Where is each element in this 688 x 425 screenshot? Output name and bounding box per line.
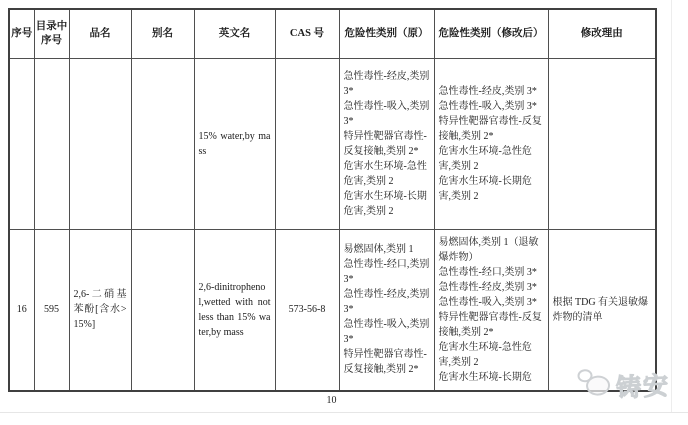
page-number: 10 — [326, 395, 337, 406]
zhuan-logo-icon — [586, 375, 611, 396]
catalog-no-cell — [34, 58, 69, 229]
seq-cell: 16 — [9, 229, 34, 391]
col-header-product-name: 品名 — [69, 9, 131, 58]
table-row-continuation — [9, 58, 656, 229]
col-header-cas: CAS 号 — [275, 9, 339, 58]
product-name-cell — [69, 58, 131, 229]
col-header-english-name: 英文名 — [194, 9, 275, 58]
col-header-seq: 序号 — [9, 9, 34, 58]
hazard-original-cell: 急性毒性-经皮,类别 3* 急性毒性-吸入,类别 3* 特异性靶器官毒性-反复接触,类别 2* 危害水生环境-急性危害,类别 2 危害水生环境-长期危害,类别 2 — [339, 58, 434, 229]
page-edge-horizontal — [0, 412, 688, 413]
alias-cell — [131, 58, 194, 229]
watermark-text: 铸安 — [615, 372, 671, 403]
hazard-original-cell: 易燃固体,类别 1 急性毒性-经口,类别 3* 急性毒性-经皮,类别 3* 急性毒性-吸入,类别 3* 特异性靶器官毒性-反复接触,类别 2* — [339, 229, 434, 391]
table-row-16 — [9, 229, 656, 391]
reason-cell: 根据 TDG 有关退敏爆炸物的清单 — [548, 229, 656, 391]
hazard-revised-cell: 易燃固体,类别 1（退敏爆炸物） 急性毒性-经口,类别 3* 急性毒性-经皮,类别 3* 急性毒性-吸入,类别 3* 特异性靶器官毒性-反复接触,类别 2* 危害水生环境-急性危害,类别 2 危害水生环境-长期危 — [434, 229, 548, 391]
table-header-row — [9, 9, 656, 58]
col-header-reason: 修改理由 — [548, 9, 656, 58]
cas-cell: 573-56-8 — [275, 229, 339, 391]
cas-cell — [275, 58, 339, 229]
catalog-no-cell: 595 — [34, 229, 69, 391]
seq-cell — [9, 58, 34, 229]
reason-cell — [548, 58, 656, 229]
col-header-hazard-original: 危险性类别（原） — [339, 9, 434, 58]
col-header-alias: 别名 — [131, 9, 194, 58]
hazard-classification-table — [8, 8, 657, 392]
english-name-cell: 15% water,by mass — [194, 58, 275, 229]
english-name-cell: 2,6-dinitrophenol,wetted with not less than 15% water,by mass — [194, 229, 275, 391]
col-header-hazard-revised: 危险性类别（修改后） — [434, 9, 548, 58]
zhuan-watermark — [575, 361, 681, 406]
col-header-catalog-no: 目录中序号 — [34, 9, 69, 58]
alias-cell — [131, 229, 194, 391]
product-name-cell: 2,6-二硝基苯酚[含水>15%] — [69, 229, 131, 391]
hazard-revised-cell: 急性毒性-经皮,类别 3* 急性毒性-吸入,类别 3* 特异性靶器官毒性-反复接触,类别 2* 危害水生环境-急性危害,类别 2 危害水生环境-长期危害,类别 2 — [434, 58, 548, 229]
page-edge-vertical — [671, 0, 672, 412]
